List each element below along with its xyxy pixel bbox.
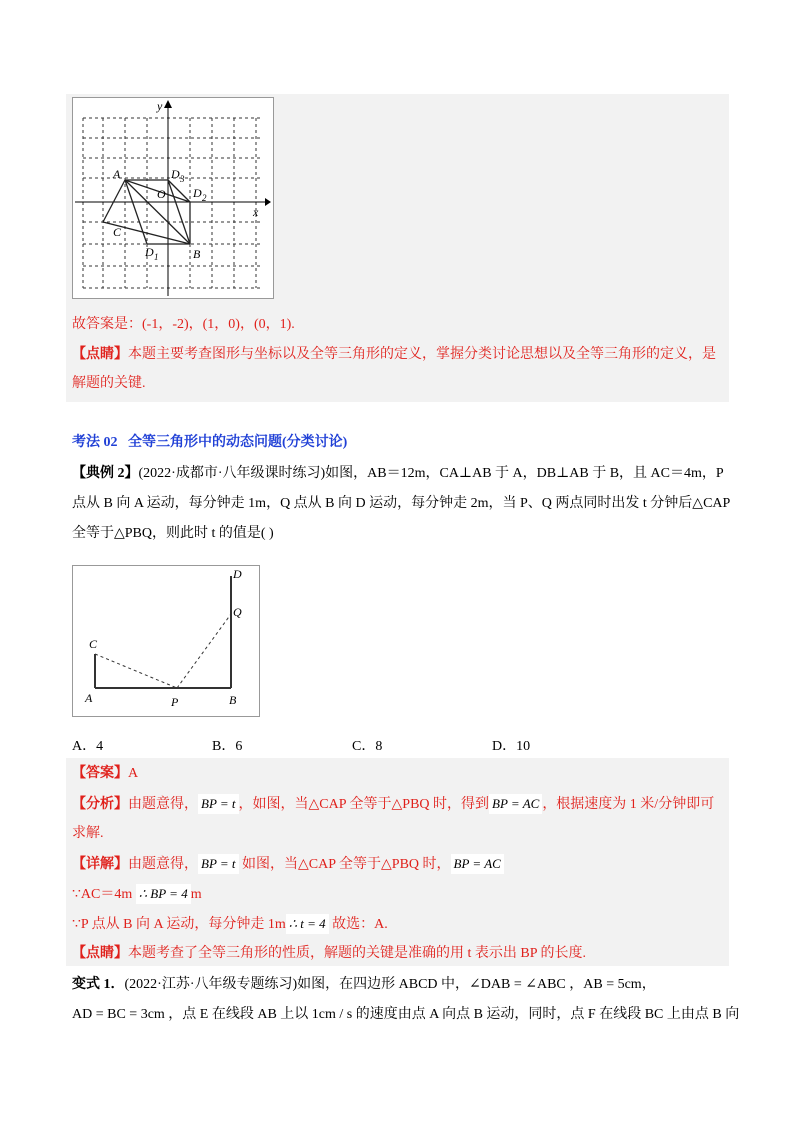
- example-text-1: (2022·成都市·八年级课时练习)如图，AB＝12m，CA⊥AB 于 A，DB⊥AB 于 B，且 AC＝4m，P: [138, 466, 724, 481]
- example-line-2: 点从 B 向 A 运动，每分钟走 1m，Q 点从 B 向 D 运动，每分钟走 2m，当 P、Q 两点同时出发 t 分钟后△CAP: [72, 496, 731, 511]
- comment-2: [72, 944, 586, 964]
- point-d2: D: [193, 186, 202, 200]
- detail-l3b: 故选：A.: [328, 917, 388, 932]
- detail-line-1: [72, 854, 504, 875]
- analysis-tag: 【分析】: [72, 797, 128, 812]
- option-b: B．6: [212, 739, 243, 754]
- answer-line: 故答案是：(-1，-2)，(1，0)，(0，1).: [72, 317, 295, 332]
- detail-tag: 【详解】: [72, 857, 128, 872]
- detail-l3-formula: ∴ t = 4: [286, 914, 329, 934]
- label-q: Q: [233, 605, 242, 619]
- analysis-line-1: [72, 794, 714, 815]
- section-heading: [72, 433, 347, 453]
- coordinate-figure: [72, 97, 274, 299]
- detail-l3a: ∵P 点从 B 向 A 运动，每分钟走 1m: [72, 917, 286, 932]
- detail-formula-2: BP = AC: [451, 854, 504, 874]
- example-tag: 【典例 2】: [72, 466, 139, 481]
- detail-formula-1: BP = t: [198, 854, 239, 874]
- comment-1: [72, 345, 716, 365]
- detail-line-3: [72, 914, 388, 935]
- answer-tag: 【答案】: [72, 766, 128, 781]
- detail-l2-formula: ∴ BP = 4: [136, 884, 191, 904]
- analysis-post: ，根据速度为 1 米/分钟即可: [542, 797, 715, 812]
- label-c: C: [89, 637, 98, 651]
- label-p: P: [171, 695, 179, 709]
- point-d2-sub: 2: [202, 193, 207, 203]
- example-line-1: [72, 464, 724, 484]
- formula-bp-ac: BP = AC: [489, 794, 542, 814]
- comment2-text: 本题考查了全等三角形的性质，解题的关键是准确的用 t 表示出 BP 的长度.: [128, 946, 586, 961]
- point-d3-sub: 3: [180, 174, 185, 184]
- label-d: D: [233, 567, 242, 581]
- point-d1: D: [145, 245, 154, 259]
- answer-row: [72, 764, 138, 784]
- comment-1-cont: 解题的关键.: [72, 376, 146, 391]
- example-line-3: 全等于△PBQ，则此时 t 的值是( ): [72, 526, 274, 541]
- motion-figure: [72, 565, 260, 717]
- comment-tag: 【点睛】: [72, 347, 128, 362]
- y-axis-label: y: [157, 99, 163, 113]
- point-a: A: [113, 167, 121, 181]
- point-d3: D: [171, 167, 180, 181]
- detail-line-2: [72, 884, 202, 905]
- analysis-line-2: 求解.: [72, 826, 104, 841]
- label-a: A: [85, 691, 93, 705]
- detail-mid: 如图，当△CAP 全等于△PBQ 时，: [238, 857, 451, 872]
- option-c: C．8: [352, 739, 383, 754]
- point-o: O: [157, 187, 166, 201]
- section-number: 考法 02: [72, 435, 118, 450]
- detail-l2b: m: [190, 887, 202, 902]
- variant-line-1: [72, 975, 656, 995]
- answer-value: A: [128, 766, 139, 781]
- comment2-tag: 【点睛】: [72, 946, 128, 961]
- motion-figure-svg: [73, 566, 259, 716]
- formula-bp-t: BP = t: [198, 794, 239, 814]
- variant-tag: 变式 1．: [72, 977, 125, 992]
- option-a: A．4: [72, 739, 104, 754]
- point-c: C: [113, 225, 122, 239]
- variant-text-1: (2022·江苏·八年级专题练习)如图，在四边形 ABCD 中，∠DAB = ∠ABC ，AB = 5cm，: [124, 977, 656, 992]
- section-title: 全等三角形中的动态问题(分类讨论): [128, 435, 348, 450]
- variant-line-2: AD = BC = 3cm ，点 E 在线段 AB 上以 1cm / s 的速度由点 A 向点 B 运动，同时，点 F 在线段 BC 上由点 B 向: [72, 1007, 740, 1022]
- point-b: B: [193, 247, 201, 261]
- analysis-mid: ，如图，当△CAP 全等于△PBQ 时，得到: [238, 797, 490, 812]
- point-d1-sub: 1: [154, 252, 159, 262]
- detail-l2a: ∵AC＝4m: [72, 887, 133, 902]
- analysis-pre: 由题意得，: [128, 797, 198, 812]
- detail-pre: 由题意得，: [128, 857, 198, 872]
- x-axis-label: x: [253, 205, 259, 219]
- comment-text: 本题主要考查图形与坐标以及全等三角形的定义，掌握分类讨论思想以及全等三角形的定义，是: [128, 347, 716, 362]
- label-b: B: [229, 693, 237, 707]
- coordinate-grid-svg: [73, 98, 273, 298]
- option-d: D．10: [492, 739, 531, 754]
